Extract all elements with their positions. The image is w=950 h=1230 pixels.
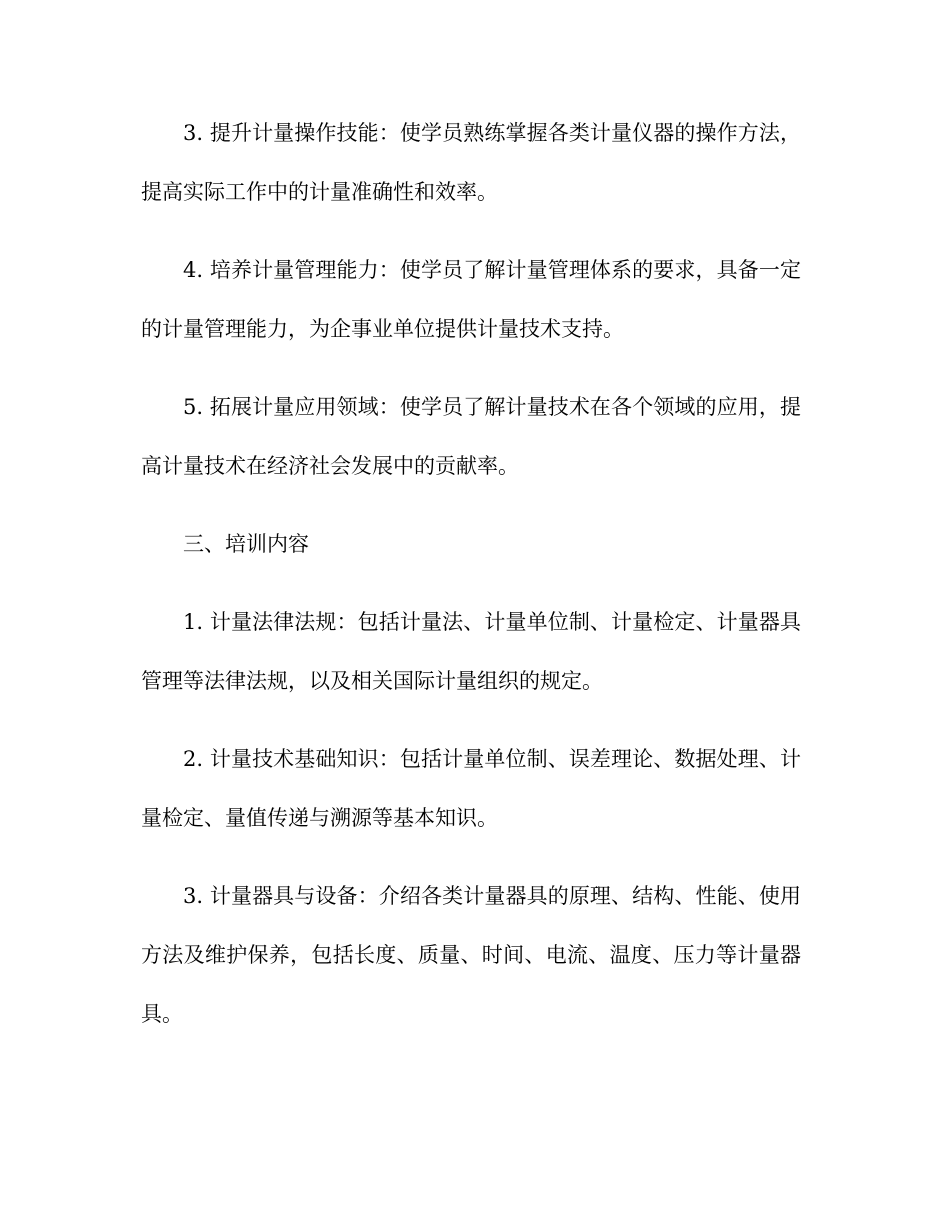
content-1-paragraph: 1. 计量法律法规：包括计量法、计量单位制、计量检定、计量器具管理等法律法规，以及相关国际计量组织的规定。 — [141, 610, 801, 693]
content-2-paragraph: 2. 计量技术基础知识：包括计量单位制、误差理论、数据处理、计量检定、量值传递与溯源等基本知识。 — [141, 747, 801, 830]
section-heading-training-content: 三、培训内容 — [183, 532, 309, 556]
content-3-paragraph: 3. 计量器具与设备：介绍各类计量器具的原理、结构、性能、使用方法及维护保养，包括长度、质量、时间、电流、温度、压力等计量器具。 — [141, 884, 801, 1026]
document-body — [141, 104, 801, 1044]
objective-5-paragraph: 5. 拓展计量应用领域：使学员了解计量技术在各个领域的应用，提高计量技术在经济社会发展中的贡献率。 — [141, 395, 801, 478]
objective-3-paragraph: 3. 提升计量操作技能：使学员熟练掌握各类计量仪器的操作方法，提高实际工作中的计量准确性和效率。 — [141, 121, 801, 204]
objective-4-paragraph: 4. 培养计量管理能力：使学员了解计量管理体系的要求，具备一定的计量管理能力，为企事业单位提供计量技术支持。 — [141, 258, 801, 341]
